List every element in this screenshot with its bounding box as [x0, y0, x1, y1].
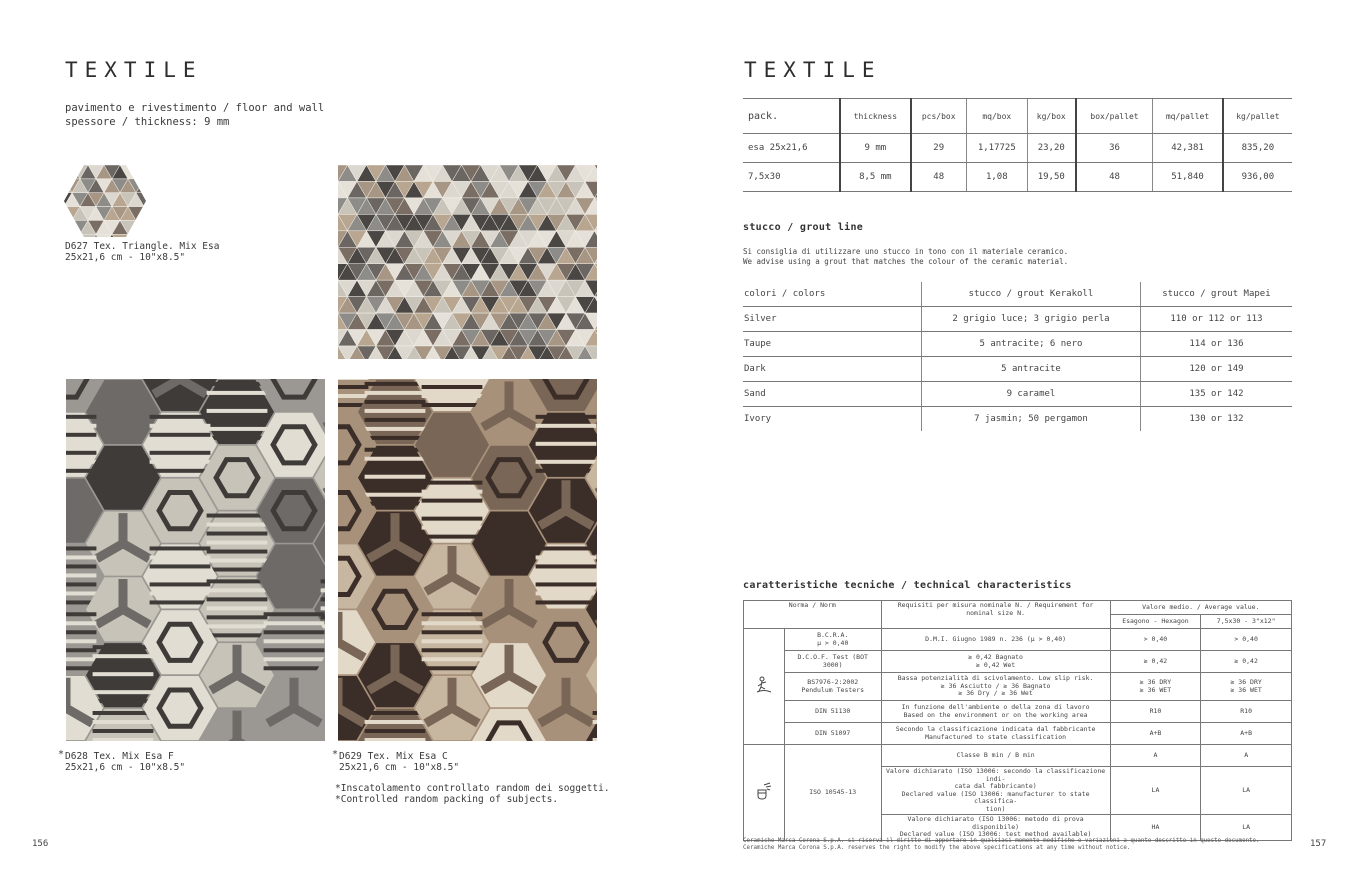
table-cell: 110 or 112 or 113 [1140, 307, 1292, 332]
table-cell: 7,5x30 [743, 163, 840, 192]
table-cell: 130 or 132 [1140, 407, 1292, 432]
table-cell: 48 [911, 163, 967, 192]
table-cell: D.C.O.F. Test (BOT 3000) [784, 651, 881, 673]
column-header: stucco / grout Kerakoll [922, 282, 1141, 307]
table-cell: Valore dichiarato (ISO 13006: secondo la classificazione indi- cata dal fabbricante) Declared value (ISO 13006: manufacturer to state classifica- tion) [881, 767, 1110, 815]
product-name: D628 Tex. Mix Esa F [65, 751, 174, 762]
grout-section-title: stucco / grout line [743, 222, 864, 233]
table-row [744, 745, 1292, 767]
table-cell: HA [1110, 815, 1201, 841]
table-cell: 36 [1076, 134, 1153, 163]
subtitle-thickness: spessore / thickness: 9 mm [65, 116, 230, 128]
table-cell: D.M.I. Giugno 1989 n. 236 (μ > 0,40) [881, 629, 1110, 651]
table-cell: 1,08 [966, 163, 1027, 192]
column-header: kg/pallet [1223, 99, 1292, 134]
table-cell: 936,00 [1223, 163, 1292, 192]
table-row [743, 307, 1292, 332]
table-cell: In funzione dell'ambiente o della zona di lavoro Based on the environment or on the working area [881, 701, 1110, 723]
table-cell: Secondo la classificazione indicata dal fabbricante Manufactured to state classification [881, 723, 1110, 745]
table-cell: 5 antracite [922, 357, 1141, 382]
product-caption-d628 [65, 752, 185, 773]
disclaimer-it: Ceramiche Marca Corona S.p.A. si riserva il diritto di apportare in qualsiasi momento modifiche o variazioni a quanto descritto in questo documento. [743, 838, 1260, 844]
table-cell: BS7976-2:2002 Pendulum Testers [784, 673, 881, 701]
table-cell: B.C.R.A. μ > 0,40 [784, 629, 881, 651]
table-cell: 835,20 [1223, 134, 1292, 163]
packing-note-en: *Controlled random packing of subjects. [335, 793, 559, 805]
table-header-row [743, 99, 1292, 134]
table-cell: 114 or 136 [1140, 332, 1292, 357]
column-header: pack. [743, 99, 840, 134]
column-header: stucco / grout Mapei [1140, 282, 1292, 307]
product-name: D629 Tex. Mix Esa C [339, 751, 448, 762]
column-header: Valore medio. / Average value. [1110, 601, 1291, 615]
table-cell: LA [1201, 815, 1292, 841]
column-header: 7,5x30 - 3"x12" [1201, 615, 1292, 629]
table-row [744, 701, 1292, 723]
column-header: colori / colors [743, 282, 922, 307]
page-number-right: 157 [1310, 839, 1327, 849]
column-header: mq/box [966, 99, 1027, 134]
table-cell: 1,17725 [966, 134, 1027, 163]
table-cell: LA [1201, 767, 1292, 815]
product-subtitle [65, 101, 324, 129]
table-cell: Sand [743, 382, 922, 407]
table-row [744, 629, 1292, 651]
table-cell: R10 [1110, 701, 1201, 723]
subtitle-usage: pavimento e rivestimento / floor and wall [65, 102, 325, 114]
table-cell: ≥ 0,42 [1201, 651, 1292, 673]
column-header: kg/box [1027, 99, 1075, 134]
product-name: D627 Tex. Triangle. Mix Esa [65, 241, 220, 252]
table-cell: Ivory [744, 414, 772, 424]
table-cell: 8,5 mm [840, 163, 911, 192]
table-cell: ISO 10545-13 [784, 745, 881, 841]
packaging-table [743, 98, 1292, 192]
table-cell: ≥ 0,42 Bagnato ≥ 0,42 Wet [881, 651, 1110, 673]
table-cell: 9 caramel [922, 382, 1141, 407]
table-cell: 51,840 [1153, 163, 1223, 192]
table-cell: DIN 51130 [784, 701, 881, 723]
table-cell: 23,20 [1027, 134, 1075, 163]
hexagon-tile-d627 [64, 165, 146, 237]
grout-table [743, 282, 1292, 431]
slip-resistance-icon [744, 629, 785, 745]
column-header: Requisiti per misura nominale N. / Requirement for nominal size N. [881, 601, 1110, 629]
table-row [743, 382, 1292, 407]
column-header: mq/pallet [1153, 99, 1223, 134]
table-cell: A+B [1201, 723, 1292, 745]
disclaimer [743, 838, 1260, 852]
disclaimer-en: Ceramiche Marca Corona S.p.A. reserves the right to modify the above specifications at any time without notice. [743, 845, 1131, 851]
table-cell: 7 jasmin; 50 pergamon [922, 407, 1141, 432]
chemical-resistance-icon [744, 745, 785, 841]
packing-note [335, 784, 610, 805]
table-header-row [743, 282, 1292, 307]
table-row [743, 357, 1292, 382]
page-title-right: TEXTILE [744, 58, 882, 82]
product-caption-d629 [339, 752, 459, 773]
packing-note-it: *Inscatolamento controllato random dei soggetti. [335, 783, 610, 794]
table-row [743, 163, 1292, 192]
asterisk-mark: * [58, 749, 65, 760]
table-cell: 42,381 [1153, 134, 1223, 163]
product-size: 25x21,6 cm - 10"x8.5" [339, 761, 460, 773]
table-cell: DIN 51097 [784, 723, 881, 745]
table-cell: 29 [911, 134, 967, 163]
table-cell: A [1110, 745, 1201, 767]
table-cell: ≥ 36 DRY ≥ 36 WET [1110, 673, 1201, 701]
column-header: pcs/box [911, 99, 967, 134]
grout-advice [743, 247, 1068, 266]
table-row [744, 651, 1292, 673]
table-row [743, 332, 1292, 357]
table-cell: ≥ 0,42 [1110, 651, 1201, 673]
tile-pattern-triangle [338, 165, 597, 359]
table-row [744, 673, 1292, 701]
table-cell: A+B [1110, 723, 1201, 745]
table-cell: 2 grigio luce; 3 grigio perla [922, 307, 1141, 332]
product-size: 25x21,6 cm - 10"x8.5" [65, 251, 186, 263]
table-cell: 120 or 149 [1140, 357, 1292, 382]
grout-advice-en: We advise using a grout that matches the colour of the ceramic material. [743, 256, 1069, 266]
table-cell: A [1201, 745, 1292, 767]
table-cell: ≥ 36 DRY ≥ 36 WET [1201, 673, 1292, 701]
tile-pattern-mix-esa-f [66, 379, 325, 741]
product-caption-d627 [65, 242, 219, 263]
table-cell: 135 or 142 [1140, 382, 1292, 407]
column-header: Norma / Norm [744, 601, 882, 629]
column-header: Esagono - Hexagon [1110, 615, 1201, 629]
grout-advice-it: Si consiglia di utilizzare uno stucco in tono con il materiale ceramico. [743, 247, 1069, 256]
table-row [744, 723, 1292, 745]
table-cell: 48 [1076, 163, 1153, 192]
table-cell: Dark [743, 357, 922, 382]
technical-table [743, 600, 1292, 841]
table-cell: Silver [743, 307, 922, 332]
table-row [743, 407, 1292, 432]
column-header: thickness [840, 99, 911, 134]
table-cell: > 0,40 [1110, 629, 1201, 651]
tech-section-title: caratteristiche tecniche / technical characteristics [743, 580, 1072, 591]
table-cell: Valore dichiarato (ISO 13006: metodo di prova disponibile) Declared value (ISO 13006: test method available) [881, 815, 1110, 841]
table-cell: > 0,40 [1201, 629, 1292, 651]
product-size: 25x21,6 cm - 10"x8.5" [65, 761, 186, 773]
table-cell: 19,50 [1027, 163, 1075, 192]
table-row [743, 134, 1292, 163]
column-header: box/pallet [1076, 99, 1153, 134]
table-cell: LA [1110, 767, 1201, 815]
table-cell: R10 [1201, 701, 1292, 723]
tile-pattern-mix-esa-c [338, 379, 597, 741]
table-cell: Classe B min / B min [881, 745, 1110, 767]
asterisk-mark: * [332, 749, 339, 760]
table-cell: Taupe [743, 332, 922, 357]
table-cell: esa 25x21,6 [743, 134, 840, 163]
table-cell: 9 mm [840, 134, 911, 163]
page-title-left: TEXTILE [65, 58, 203, 82]
table-cell: 5 antracite; 6 nero [922, 332, 1141, 357]
table-cell: Bassa potenzialità di scivolamento. Low slip risk. ≥ 36 Asciutto / ≥ 36 Bagnato ≥ 36 Dry / ≥ 36 Wet [881, 673, 1110, 701]
page-number-left: 156 [32, 839, 49, 849]
